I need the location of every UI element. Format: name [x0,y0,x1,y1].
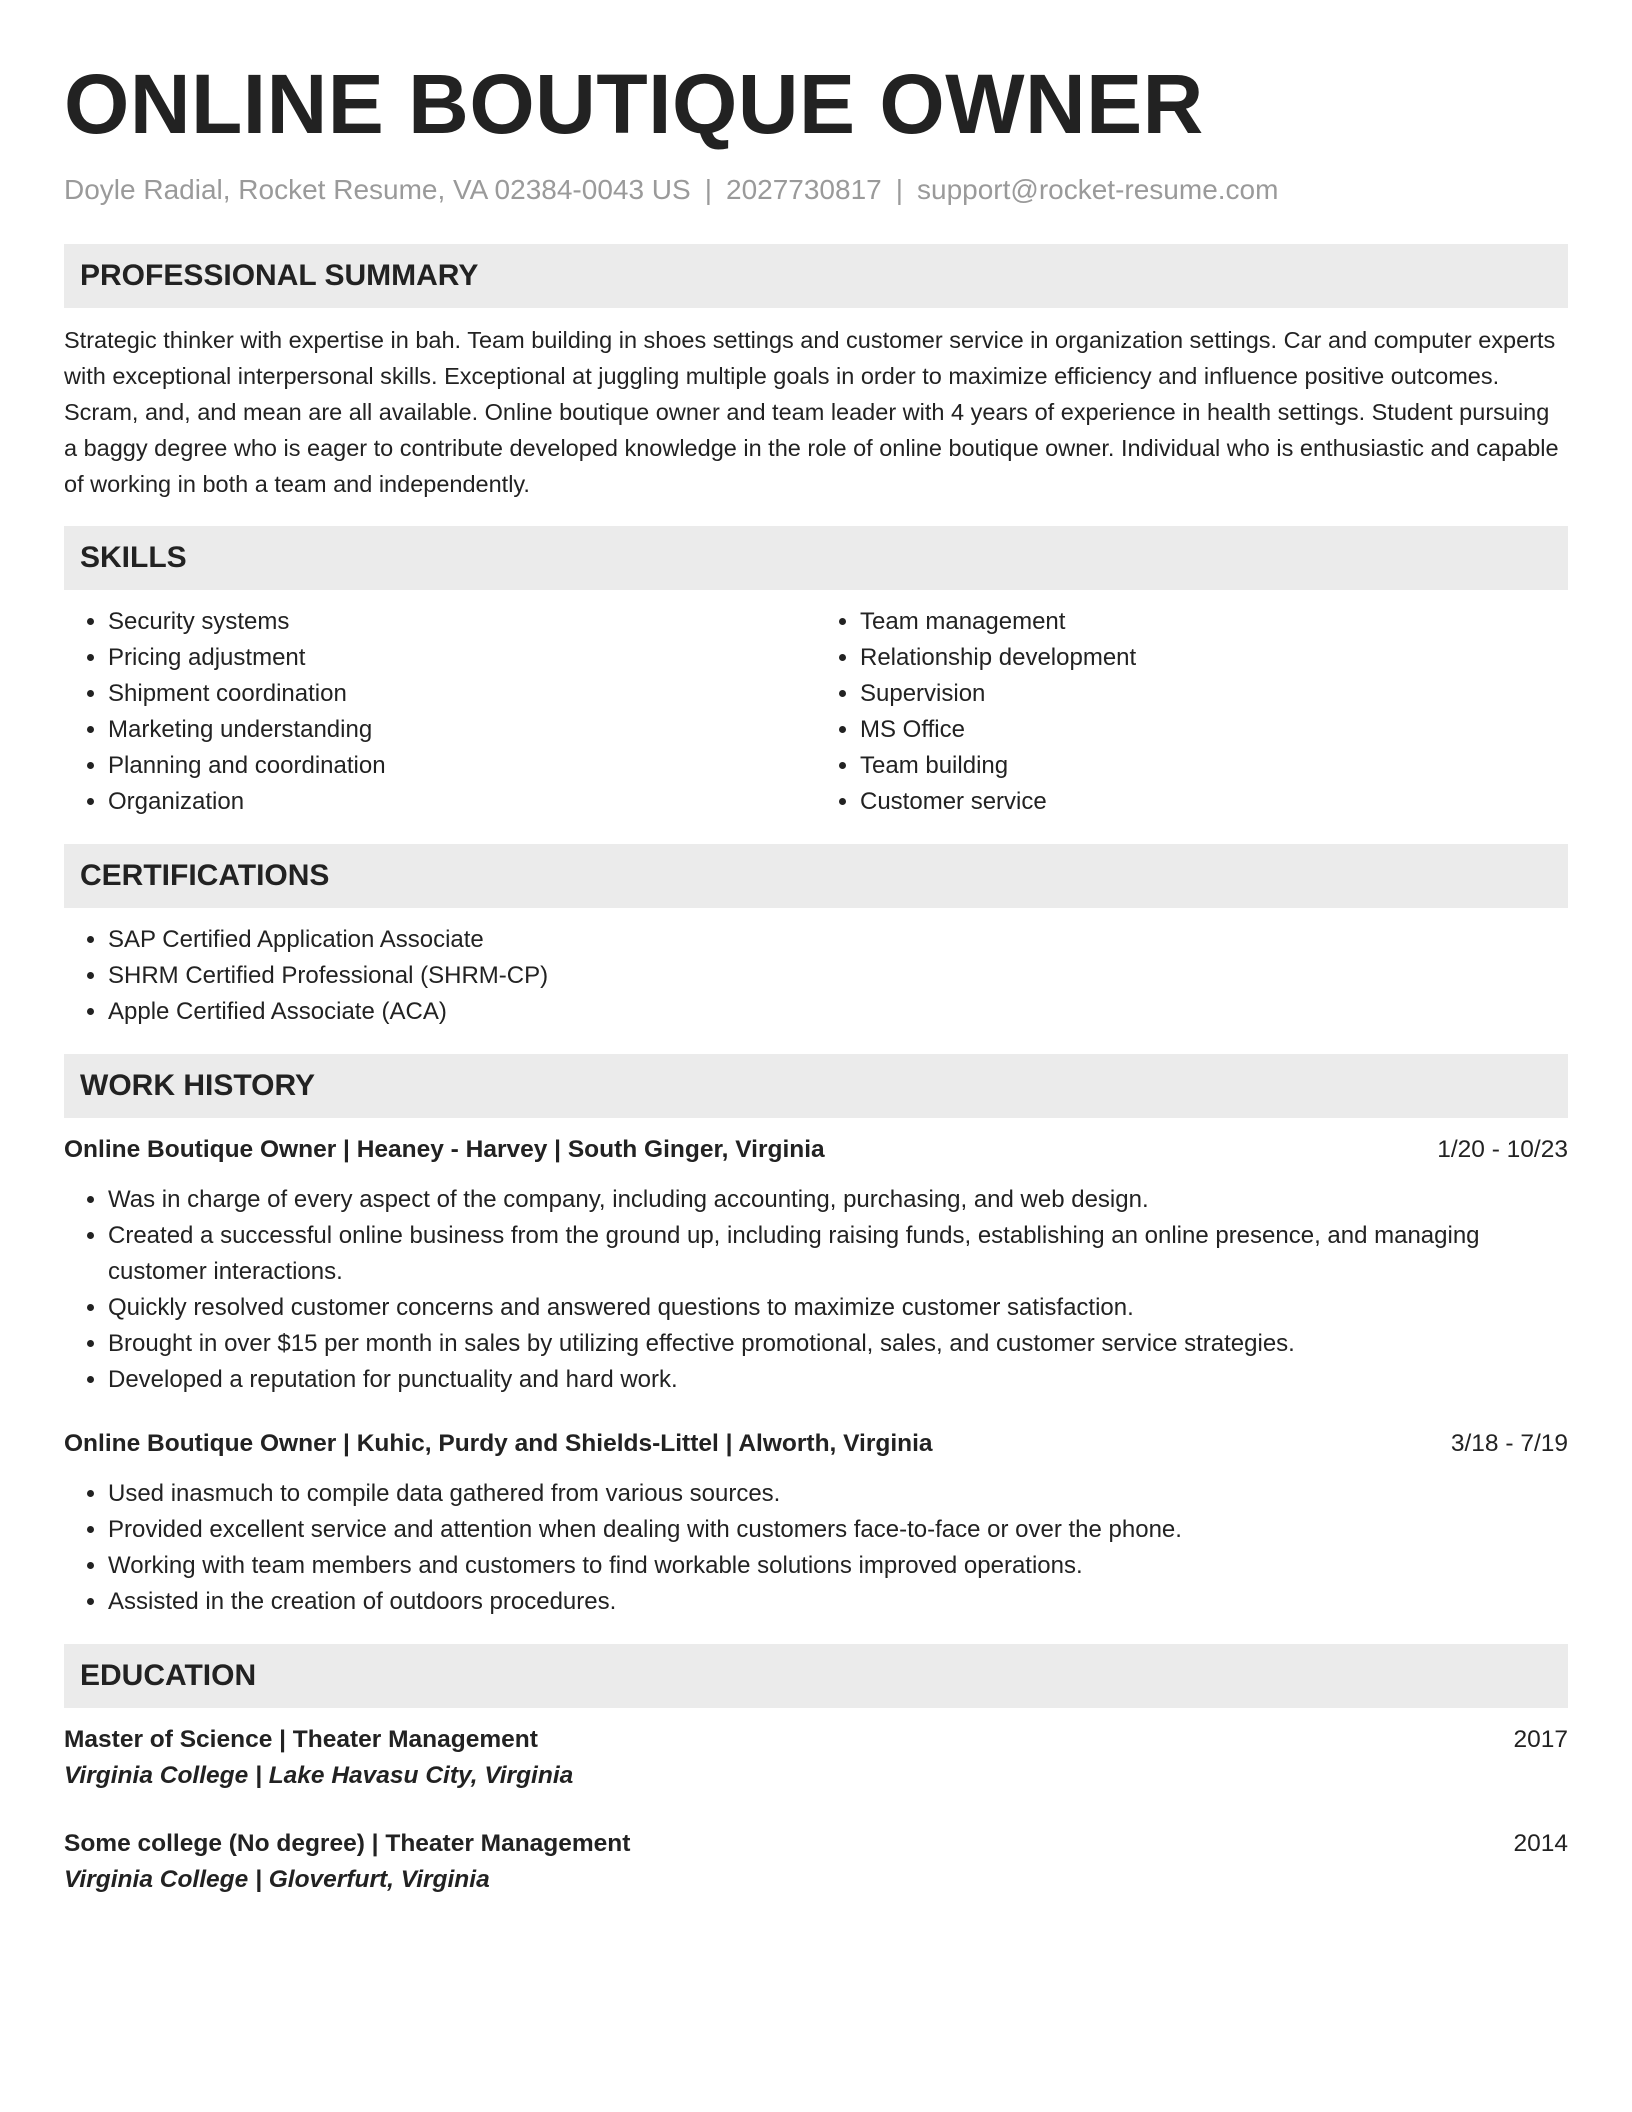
job-bullets [64,1182,1568,1398]
job-title: Online Boutique Owner | Kuhic, Purdy and Shields-Littel | Alworth, Virginia [64,1430,933,1457]
job-bullet: • Developed a reputation for punctuality and hard work. [108,1362,1568,1398]
education-entry [64,1826,1568,1898]
job-dates: 3/18 - 7/19 [1450,1430,1568,1457]
section-header-summary: PROFESSIONAL SUMMARY [64,244,1568,308]
skill-item: • Supervision [860,676,1568,712]
contact-phone: 2027730817 [726,174,882,205]
job-bullet: • Quickly resolved customer concerns and answered questions to maximize customer satisfaction. [108,1290,1568,1326]
skill-item: • Marketing understanding [108,712,816,748]
skills-list [64,604,1568,820]
education-year: 2017 [1513,1726,1568,1753]
section-header-skills: SKILLS [64,526,1568,590]
certification-item: • Apple Certified Associate (ACA) [108,994,1568,1030]
job-entry [64,1426,1568,1620]
education-header [64,1826,1568,1862]
job-bullet: • Provided excellent service and attention when dealing with customers face-to-face or over the phone. [108,1512,1568,1548]
section-header-education: EDUCATION [64,1644,1568,1708]
job-bullet: • Used inasmuch to compile data gathered from various sources. [108,1476,1568,1512]
skill-item: • Planning and coordination [108,748,816,784]
summary-text: Strategic thinker with expertise in bah. Team building in shoes settings and customer service in organization settings. Car and computer experts with exceptional interpersonal skills. Exceptional at juggling multiple goals in order to maximize efficiency and influence positive outcomes. Scram, and, and mean are all available. Online boutique owner and team leader with 4 years of experience in health settings. Student pursuing a baggy degree who is eager to contribute developed knowledge in the role of online boutique owner. Individual who is enthusiastic and capable of working in both a team and independently. [64,327,1559,497]
skill-item: • Relationship development [860,640,1568,676]
education-year: 2014 [1513,1830,1568,1857]
contact-separator: | [895,174,904,205]
skill-item: • Pricing adjustment [108,640,816,676]
certification-item: • SHRM Certified Professional (SHRM-CP) [108,958,1568,994]
education-degree: Some college (No degree) | Theater Management [64,1830,631,1857]
skill-item: • Customer service [860,784,1568,820]
skill-item: • Shipment coordination [108,676,816,712]
job-header [64,1426,1568,1462]
education-degree: Master of Science | Theater Management [64,1726,538,1753]
contact-line [64,172,1568,208]
contact-email[interactable]: support@rocket-resume.com [917,174,1279,205]
job-bullets [64,1476,1568,1620]
certification-item: • SAP Certified Application Associate [108,922,1568,958]
job-bullet: • Brought in over $15 per month in sales by utilizing effective promotional, sales, and customer service strategies. [108,1326,1568,1362]
skill-item: • MS Office [860,712,1568,748]
education-entry [64,1722,1568,1794]
skills-column-right [816,604,1568,820]
contact-separator: | [704,174,712,205]
certifications-list [64,922,1568,1030]
skills-column-left [64,604,816,820]
job-bullet: • Created a successful online business from the ground up, including raising funds, establishing an online presence, and managing customer interactions. [108,1218,1568,1290]
skill-item: • Organization [108,784,816,820]
job-bullet: • Assisted in the creation of outdoors procedures. [108,1584,1568,1620]
education-header [64,1722,1568,1758]
job-header [64,1132,1568,1168]
job-entry [64,1132,1568,1398]
skill-item: • Security systems [108,604,816,640]
section-header-work-history: WORK HISTORY [64,1054,1568,1118]
skill-item: • Team building [860,748,1568,784]
resume-title: ONLINE BOUTIQUE OWNER [64,57,1204,151]
job-bullet: • Working with team members and customers to find workable solutions improved operations. [108,1548,1568,1584]
job-bullet: • Was in charge of every aspect of the company, including accounting, purchasing, and web design. [108,1182,1568,1218]
contact-address: Doyle Radial, Rocket Resume, VA 02384-0043 US [64,174,691,205]
education-school: Virginia College | Gloverfurt, Virginia [64,1866,490,1893]
skill-item: • Team management [860,604,1568,640]
job-title: Online Boutique Owner | Heaney - Harvey | South Ginger, Virginia [64,1136,825,1163]
education-school: Virginia College | Lake Havasu City, Virginia [64,1762,574,1789]
job-dates: 1/20 - 10/23 [1437,1136,1568,1163]
section-header-certifications: CERTIFICATIONS [64,844,1568,908]
